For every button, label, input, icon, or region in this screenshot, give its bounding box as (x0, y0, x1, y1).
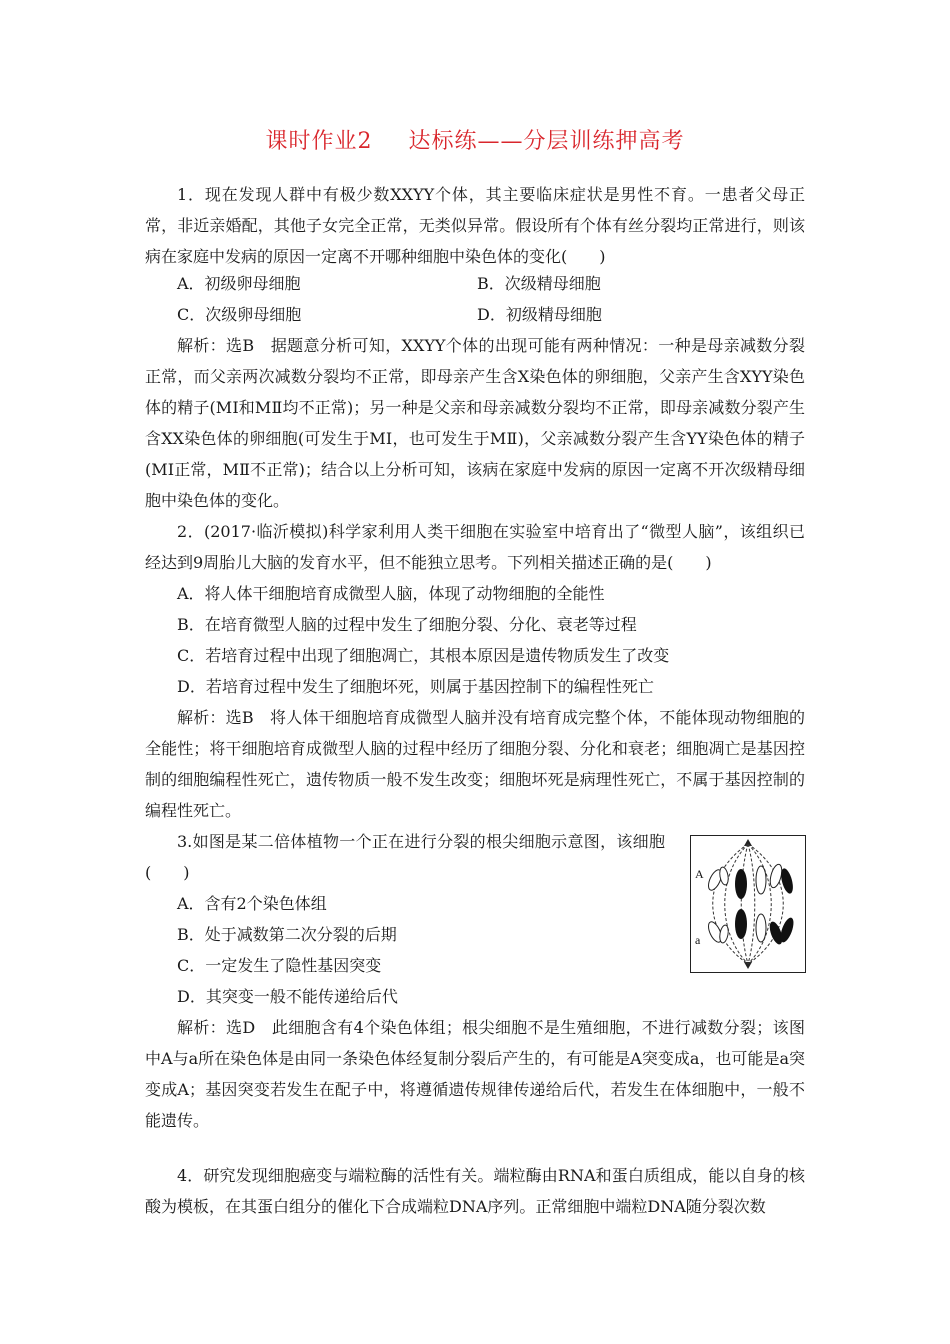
title-part1: 课时作业2 (265, 129, 373, 154)
page-title (0, 124, 950, 155)
question-1-option-c: C．次级卵母细胞 (177, 305, 302, 324)
gene-label-a: a (695, 933, 701, 947)
spindle-fibers (713, 844, 784, 964)
question-1-option-b: B．次级精母细胞 (477, 274, 601, 293)
upper-chromosomes (706, 863, 795, 899)
question-3-option-a: A．含有2个染色体组 (177, 894, 327, 913)
question-2-option-c: C．若培育过程中出现了细胞凋亡，其根本原因是遗传物质发生了改变 (177, 646, 670, 665)
question-1-analysis: 解析：选B 据题意分析可知，XXYY个体的出现可能有两种情况：一种是母亲减数分裂正常，而父亲两次减数分裂均不正常，即母亲产生含X染色体的卵细胞，父亲产生含XYY染色体的精子(MⅠ和MⅡ均不正常)；另一种是父亲和母亲减数分裂均不正常，即母亲减数分裂产生含XX染色体的卵细胞(可发生于MⅠ，也可发生于MⅡ)，父亲减数分裂产生含YY染色体的精子(MⅠ正常，MⅡ不正常)；结合以上分析可知，该病在家庭中发病的原因一定离不开次级精母细胞中染色体的变化。 (145, 336, 805, 510)
question-1-stem: 1．现在发现人群中有极少数XXYY个体，其主要临床症状是男性不育。一患者父母正常，非近亲婚配，其他子女完全正常，无类似异常。假设所有个体有丝分裂均正常进行，则该病在家庭中发病的原因一定离不开哪种细胞中染色体的变化( ) (145, 185, 805, 266)
question-3-option-d: D．其突变一般不能传递给后代 (177, 987, 398, 1006)
question-2-option-a: A．将人体干细胞培育成微型人脑，体现了动物细胞的全能性 (177, 584, 605, 603)
question-3-analysis: 解析：选D 此细胞含有4个染色体组；根尖细胞不是生殖细胞，不进行减数分裂；该图中A与a所在染色体是由同一条染色体经复制分裂后产生的，有可能是A突变成a，也可能是a突变成A；基因突变若发生在配子中，将遵循遗传规律传递给后代，若发生在体细胞中，一般不能遗传。 (145, 1018, 805, 1130)
question-1-option-d: D．初级精母细胞 (477, 305, 602, 324)
cell-division-figure (690, 835, 806, 973)
question-4-stem: 4．研究发现细胞癌变与端粒酶的活性有关。端粒酶由RNA和蛋白质组成，能以自身的核酸为模板，在其蛋白组分的催化下合成端粒DNA序列。正常细胞中端粒DNA随分裂次数 (145, 1166, 805, 1216)
question-2-analysis: 解析：选B 将人体干细胞培育成微型人脑并没有培育成完整个体，不能体现动物细胞的全能性；将干细胞培育成微型人脑的过程中经历了细胞分裂、分化和衰老；细胞凋亡是基因控制的细胞编程性死亡，遗传物质一般不发生改变；细胞坏死是病理性死亡，不属于基因控制的编程性死亡。 (145, 708, 805, 820)
question-2-stem: 2．(2017·临沂模拟)科学家利用人类干细胞在实验室中培育出了“微型人脑”，该组织已经达到9周胎儿大脑的发育水平，但不能独立思考。下列相关描述正确的是( ) (145, 522, 805, 572)
question-2-option-d: D．若培育过程中发生了细胞坏死，则属于基因控制下的编程性死亡 (177, 677, 654, 696)
cell-division-diagram (691, 836, 805, 972)
question-3-option-b: B．处于减数第二次分裂的后期 (177, 925, 397, 944)
question-3-option-c: C．一定发生了隐性基因突变 (177, 956, 382, 975)
title-part2: 达标练——分层训练押高考 (408, 129, 685, 154)
gene-label-A: A (695, 867, 704, 881)
question-2-option-b: B．在培育微型人脑的过程中发生了细胞分裂、分化、衰老等过程 (177, 615, 637, 634)
question-3-stem: 3.如图是某二倍体植物一个正在进行分裂的根尖细胞示意图，该细胞( ) (145, 832, 665, 882)
question-1-option-a: A．初级卵母细胞 (177, 274, 301, 293)
